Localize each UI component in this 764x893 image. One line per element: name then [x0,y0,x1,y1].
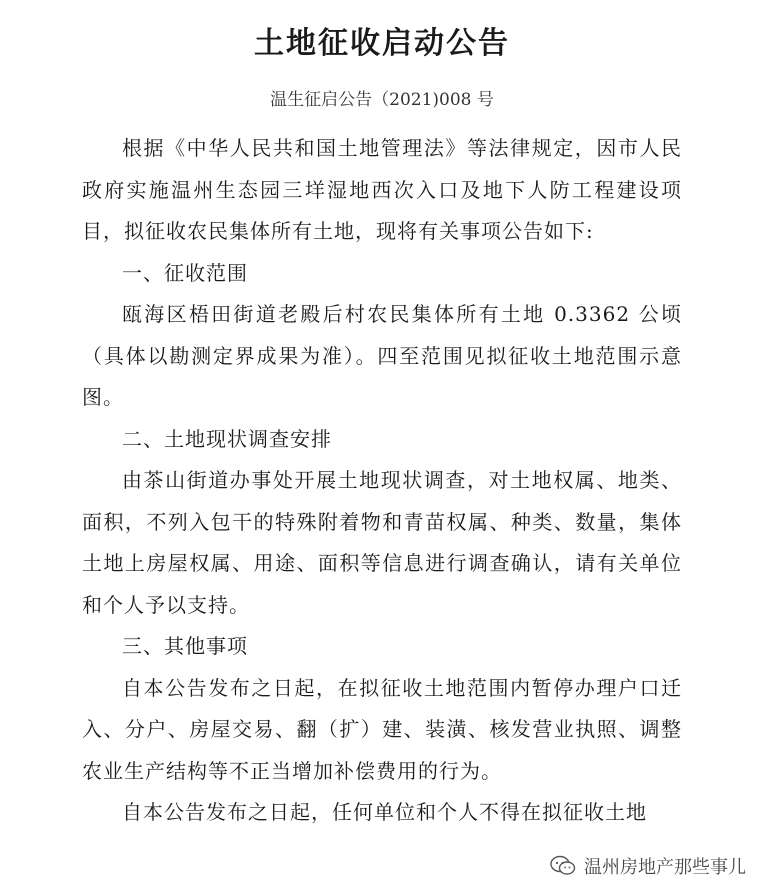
section-1-paragraph-1: 瓯海区梧田街道老殿后村农民集体所有土地 0.3362 公顷（具体以勘测定界成果为准）。四至范围见拟征收土地范围示意图。 [82,302,682,409]
section-heading-1: 一、征收范围 [122,260,248,285]
intro-paragraph: 根据《中华人民共和国土地管理法》等法律规定，因市人民政府实施温州生态园三垟湿地西次入口及地下人防工程建设项目，拟征收农民集体所有土地，现将有关事项公告如下: [82,136,682,243]
wechat-icon [550,855,576,877]
document-number: 温生征启公告（2021)008 号 [270,90,494,110]
document-title: 土地征收启动公告 [254,26,510,61]
watermark-text: 温州房地产那些事儿 [584,857,746,878]
section-heading-3: 三、其他事项 [122,634,248,658]
section-3-paragraph-1: 自本公告发布之日起，在拟征收土地范围内暂停办理户口迁入、分户、房屋交易、翻（扩）建、装潢、核发营业执照、调整农业生产结构等不正当增加补偿费用的行为。 [82,675,682,783]
document-body [82,128,682,834]
section-2-paragraph-1: 由茶山街道办事处开展土地现状调查，对土地权属、地类、面积，不列入包干的特殊附着物和青苗权属、种类、数量，集体土地上房屋权属、用途、面积等信息进行调查确认，请有关单位和个人予以支持。 [82,468,682,617]
watermark [550,853,746,879]
section-heading-2: 二、土地现状调查安排 [122,426,332,451]
section-3-paragraph-2: 自本公告发布之日起，任何单位和个人不得在拟征收土地 [122,800,647,824]
